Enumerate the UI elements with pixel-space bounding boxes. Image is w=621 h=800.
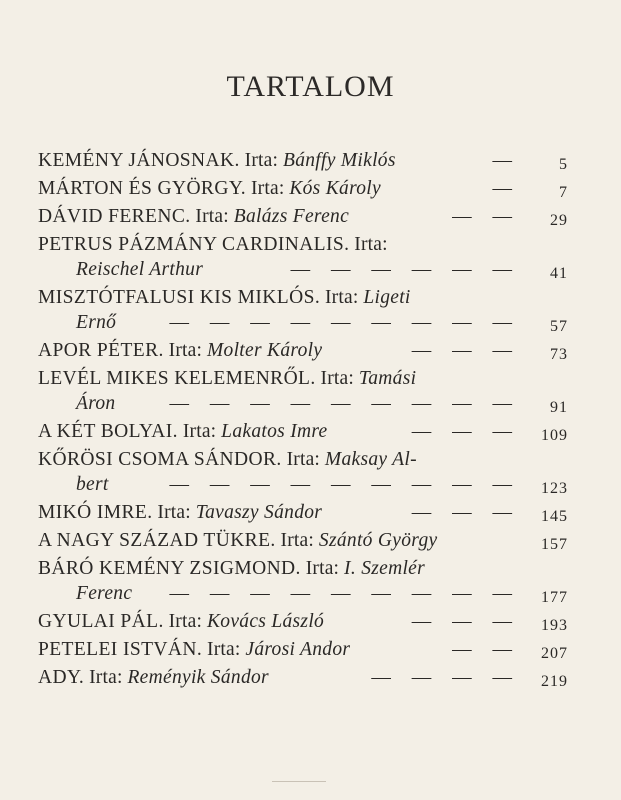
footer-divider [272,781,326,782]
leader-dashes: — — — [411,340,520,361]
leader-dashes: — — — — — — — — — [169,312,520,333]
toc-entry[interactable] [38,665,568,690]
toc-entry[interactable] [38,285,568,335]
leader-dashes: — — — [411,611,520,632]
page-number: 207 [541,645,568,662]
toc-entry[interactable] [38,637,568,662]
toc-entry[interactable] [38,419,568,444]
entry-author: Járosi Andor [245,639,351,660]
toc-entry[interactable] [38,338,568,363]
page-number: 193 [541,617,568,634]
page-number: 123 [541,480,568,497]
entry-author: Lakatos Imre [221,421,328,442]
toc-entry[interactable] [38,232,568,282]
leader-dashes: — — — — — — — — — [169,393,520,414]
entry-heading: A KÉT BOLYAI. [38,421,178,442]
entry-author: Bánffy Miklós [283,150,396,171]
page-number: 57 [550,318,568,335]
entry-heading: MIKÓ IMRE. [38,502,153,523]
entry-heading: BÁRÓ KEMÉNY ZSIGMOND. [38,558,301,579]
entry-heading: DÁVID FERENC. [38,206,191,227]
leader-dashes: — — — — [371,667,520,688]
page-number: 5 [559,156,568,173]
entry-irta: Irta: [286,449,321,470]
entry-heading: MISZTÓTFALUSI KIS MIKLÓS. [38,287,321,308]
leader-dashes: — — — — — — — — — [169,474,520,495]
entry-irta: Irta: [195,206,229,227]
entry-author-continued: Reischel Arthur [76,259,204,280]
page-number: 7 [559,184,568,201]
entry-author-continued: bert [76,474,109,495]
entry-heading: KEMÉNY JÁNOSNAK. [38,150,240,171]
leader-dashes: — — — — — — [290,259,520,280]
entry-irta: Irta: [250,178,285,199]
page-number: 91 [550,399,568,416]
leader-dashes: — — — [411,421,520,442]
page-number: 177 [541,589,568,606]
entry-author: Balázs Ferenc [233,206,350,227]
entry-heading: PETELEI ISTVÁN. [38,639,203,660]
leader-dashes: — — [452,206,520,227]
entry-author: Reményik Sándor [127,667,269,688]
entry-author: Maksay Al- [324,449,417,470]
entry-author: Tamási [358,368,417,389]
toc-entry[interactable] [38,366,568,416]
page-number: 157 [541,536,568,553]
entry-heading: ADY. [38,667,85,688]
entry-irta: Irta: [320,368,355,389]
table-of-contents [38,148,568,693]
page-number: 41 [550,265,568,282]
toc-entry[interactable] [38,609,568,634]
entry-author-continued: Ernő [76,312,117,333]
entry-author: I. Szemlér [344,558,426,579]
entry-irta: Irta: [182,421,217,442]
entry-irta: Irta: [244,150,279,171]
entry-heading: A NAGY SZÁZAD TÜKRE. [38,530,276,551]
entry-author-continued: Ferenc [76,583,133,604]
entry-irta: Irta: [168,340,203,361]
entry-heading: GYULAI PÁL. [38,611,164,632]
entry-heading: PETRUS PÁZMÁNY CARDINALIS. [38,234,350,255]
toc-entry[interactable] [38,556,568,606]
entry-author: Kovács László [206,611,325,632]
page-number: 73 [550,346,568,363]
entry-heading: KŐRÖSI CSOMA SÁNDOR. [38,449,282,470]
entry-irta: Irta: [305,558,340,579]
entry-author: Molter Károly [207,340,323,361]
entry-irta: Irta: [207,639,241,660]
toc-entry[interactable] [38,500,568,525]
entry-heading: LEVÉL MIKES KELEMENRŐL. [38,368,316,389]
leader-dashes: — — — [411,502,520,523]
toc-entry[interactable] [38,447,568,497]
entry-author: Tavaszy Sándor [195,502,323,523]
toc-entry[interactable] [38,528,568,553]
entry-irta: Irta: [280,530,315,551]
page-number: 29 [550,212,568,229]
leader-dashes: — — — — — — — — — [169,583,520,604]
page-title: TARTALOM [226,70,395,103]
entry-heading: APOR PÉTER. [38,340,164,361]
entry-author: Kós Károly [289,178,381,199]
page-number: 145 [541,508,568,525]
leader-dashes: — [492,178,520,199]
entry-irta: Irta: [354,234,388,255]
toc-entry[interactable] [38,204,568,229]
leader-dashes: — — [452,639,520,660]
entry-author: Ligeti [363,287,411,308]
entry-heading: MÁRTON ÉS GYÖRGY. [38,178,247,199]
page-number: 109 [541,427,568,444]
entry-author: Szántó György [318,530,438,551]
toc-entry[interactable] [38,176,568,201]
entry-irta: Irta: [157,502,191,523]
page-number: 219 [541,673,568,690]
leader-dashes: — [492,150,520,171]
entry-irta: Irta: [89,667,123,688]
toc-entry[interactable] [38,148,568,173]
entry-author-continued: Áron [76,393,116,414]
entry-irta: Irta: [324,287,359,308]
entry-irta: Irta: [168,611,203,632]
